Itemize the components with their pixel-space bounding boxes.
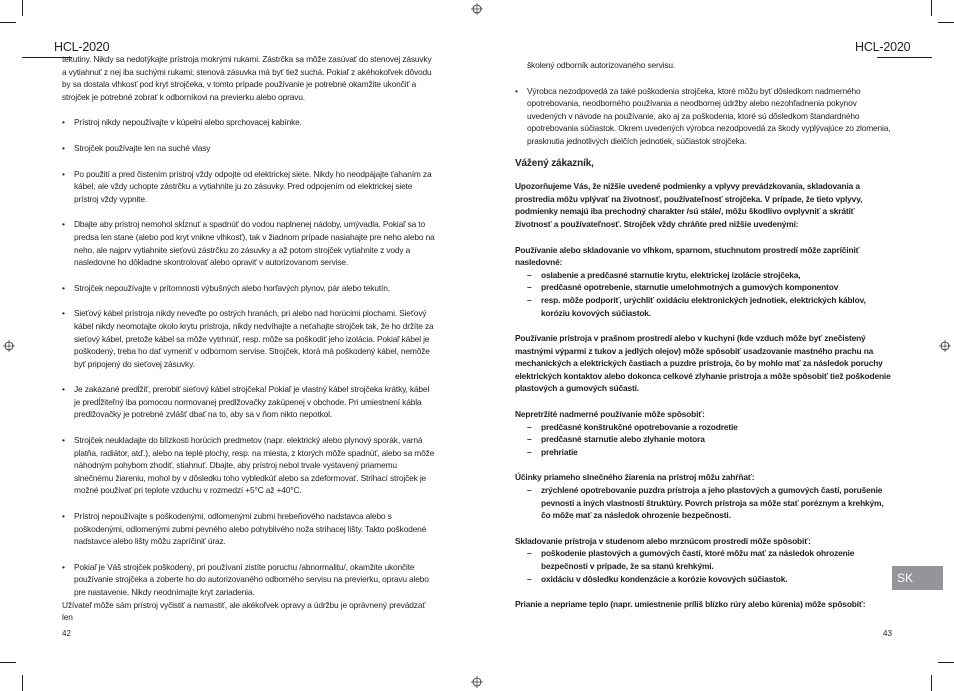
right-header-title: HCL-2020 bbox=[855, 40, 911, 54]
list-item: • Výrobca nezodpovedá za také poškodenia strojčeka, ktoré môžu byť dôsledkom nadmerného opotrebovania, neodborného používania a neodbornej údržby alebo nezohľadnenia pokynov uvedených v návode na používanie, ako aj za poškodenia, ktoré sú dôsledkom štandardného opotrebovania súčiastok. Okrem uvedených výrobca nezodpovedá za škody vyplývajúce zo zlomenia, prasknutia jednotlivých dielčích jednotiek, súčiastok strojčeka. bbox=[515, 85, 891, 146]
list-item: • Je zakázané predĺžiť, prerobiť sieťový kábel strojčeka! Pokiaľ je vlastný kábel strojčeka krátky, kábel je predĺžiteľný iba pomocou normovanej predlžovačky zakúpenej v obchode. Pri umiestnení kábla predlžovačky je potrebné zvlášť dbať na to, aby sa v ňom nikto nepotkol. bbox=[62, 384, 430, 420]
section-sun-title: Účinky priameho slnečného žiarenia na prístroj môžu zahŕňať: bbox=[515, 472, 755, 483]
section-overuse-title: Nepretržité nadmerné používanie môže spôsobiť: bbox=[515, 409, 705, 420]
list-item: • Prístroj nepoužívajte s poškodenými, odlomenými zubmi hrebeňového nadstavca alebo s poškodenými, odlomenými zubmi pevného alebo pohyblivého noža strihacej lišty. Takto poškodené nadstavce alebo lišty môžu zapríčiniť úraz. bbox=[62, 511, 427, 547]
page-number-right: 43 bbox=[883, 629, 892, 638]
list-item: – oslabenie a predčasné starnutie krytu, elektrickej izolácie strojčeka, bbox=[527, 269, 801, 280]
list-item: – predčasné konštrukčné opotrebovanie a rozodretie bbox=[527, 421, 738, 432]
list-item: – prehriatie bbox=[527, 446, 578, 457]
language-tab: SK bbox=[892, 566, 943, 590]
section-humid-title: Používanie alebo skladovanie vo vlhkom, sparnom, stuchnutom prostredí môže zapríčiniť nasledovné: bbox=[515, 244, 860, 268]
list-item: • Pokiaľ je Váš strojček poškodený, pri používaní zistíte poruchu /abnormalitu/, okamžite ukončite používanie strojčeka a zoberte ho do autorizovaného odborného servisu na previerku, opravu alebo pre nastavenie. Nikdy neodnímajte kryt zariadenia. bbox=[62, 561, 429, 597]
list-item: – zrýchlené opotrebovanie puzdra prístroja a jeho plastových a gumových častí, porušenie pevnosti a iných vlastností štruktúry. Povrch prístroja sa môže stať poréznym a krehkým, čo môže mať za následok ohrozenie bezpečnosti. bbox=[527, 485, 884, 521]
list-item: • Dbajte aby prístroj nemohol skĺznuť a spadnúť do vodou naplnenej nádoby, umývadla. Pokiaľ sa to predsa len stane (alebo pod kryt vnikne vlhkosť), tak v žiadnom prípade nasiahajte pre neho alebo na neho, ale najprv vytiahnite sieťovú zástrčku zo zásuvky a až potom strojček vytiahnite z vody a nasledovne ho dôkladne skontrolovať alebo opraviť v autorizovanom servise. bbox=[62, 219, 435, 268]
section-cold-title: Skladovanie prístroja v studenom alebo mrznúcom prostredí môže spôsobiť: bbox=[515, 535, 811, 546]
right-column bbox=[515, 59, 891, 611]
list-item: • Prístroj nikdy nepoužívajte v kúpelni alebo sprchovacej kabínke. bbox=[62, 117, 302, 128]
left-column bbox=[62, 53, 436, 624]
list-item: – poškodenie plastových a gumových častí, ktoré môžu mať za následok ohrozenie bezpečnosti v prípade, že sa stanú krehkými. bbox=[527, 548, 855, 571]
list-item: • Strojček nepoužívajte v prítomnosti výbušných alebo horľavých plynov, pár alebo tekutín. bbox=[62, 282, 390, 293]
right-page bbox=[477, 0, 954, 691]
list-item: – oxidáciu v dôsledku kondenzácie a korózie kovových súčiastok. bbox=[527, 573, 788, 584]
section-heat-title: Prianie a nepriame teplo (napr. umiestnenie príliš blízko rúry alebo kúrenia) môže spôsobiť: bbox=[515, 599, 866, 610]
right-header-rule bbox=[877, 57, 932, 58]
section-dust-para: Používanie prístroja v prašnom prostredí alebo v kuchyni (kde vzduch môže byť znečistený mastnými výparmi z tukov a jedlých olejov) môže spôsobiť usadzovanie mastného prachu na mechanických a elektrických častiach a puzdre prístroja, čo by mohlo mať za následok poruchy elektrických kontaktov alebo dokonca celkové zlyhanie prístroja a môže spôsobiť tiež poškodenie plastových a gumových súčastí. bbox=[515, 333, 891, 394]
left-intro: tekutiny. Nikdy sa nedotýkajte prístroja mokrými rukami. Zástrčka sa môže zasúvať do stenovej zásuvky a vytiahnuť z nej iba suchými rukami; stenová zásuvka má byť tiež suchá. Pokiaľ z akéhokoľvek dôvodu by sa dostala vlhkosť pod kryt strojčeka, v tomto prípade používanie je potrebné okamžite ukončiť a strojček je potrebné zobrať k odborníkovi na previerku alebo opravu. bbox=[62, 54, 432, 102]
list-item: – predčasné starnutie alebo zlyhanie motora bbox=[527, 434, 705, 445]
list-item: • Strojček používajte len na suché vlasy bbox=[62, 142, 211, 153]
list-item: – resp. môže podporiť, urýchliť oxidáciu elektronických jednotiek, elektrických káblov, koróziu kovových súčiastok. bbox=[527, 294, 866, 318]
list-item: • Sieťový kábel prístroja nikdy neveďte po ostrých hranách, pri alebo nad horúcimi plochami. Sieťový kábel nikdy neomotajte okolo krytu prístroja, nikdy nedvíhajte a neťahajte strojček tak, že ho držíte za sieťový kábel, pretože kábel sa môže vytrhnúť, resp. môže sa poškodiť jeho izolácia. Pokiaľ kábel je poškodený, treba ho dať vymeniť v odbornom servise. Strojček, ktorá má poškodený kábel, nemôže byť pripojený do sieťovej zásuvky. bbox=[62, 308, 434, 369]
list-item: • Po použití a pred čistením prístroj vždy odpojte od elektrickej siete. Nikdy ho neodpájajte ťahaním za kábel, ale vždy uchopte zástrčku a vytiahnite ju zo zásuvky. Pred odpojením od elektrickej siete prístroj vždy vypnite. bbox=[62, 168, 432, 204]
list-item: – predčasné opotrebenie, starnutie umelohmotných a gumových komponentov bbox=[527, 282, 839, 293]
customer-heading: Vážený zákazník, bbox=[515, 157, 594, 169]
customer-intro: Upozorňujeme Vás, že nižšie uvedené podmienky a vplyvy prevádzkovania, skladovania a prostredia môžu vplývať na životnosť, používateľnosť strojčeka. V prípade, že tieto vplyvy, podmienky nemajú iba prechodný charakter /sú stále/, môžu škodlivo ovplyvniť a skrátiť životnosť a používateľnosť. Strojček vždy chráňte pred nižšie uvedenými: bbox=[515, 181, 863, 229]
left-header-title: HCL-2020 bbox=[54, 40, 110, 54]
page-number-left: 42 bbox=[62, 629, 71, 638]
right-continuation: školený odborník autorizovaného servisu. bbox=[527, 60, 676, 70]
list-item: • Strojček neukladajte do blízkosti horúcich predmetov (napr. elektrický alebo plynový sporák, varná platňa, radiátor, atď.), alebo na teplé plochy, resp. na miesta, z ktorých môže spadnúť, alebo sa môže náhodným pohybom zhodiť, stiahnuť. Dbajte, aby prístroj nebol trvale vystavený priamemu slnečnému žiareniu, mohol by v dôsledku toho vybledkúť alebo sa zdeformovať. Strihací strojček je možné používať pri teplote vzduchu v rozmedzí +5°C až +40°C. bbox=[62, 435, 435, 496]
left-closing: Užívateľ môže sám prístroj vyčistiť a namastiť, ale akékoľvek opravy a údržbu je oprávnený prevádzať len bbox=[62, 599, 426, 623]
